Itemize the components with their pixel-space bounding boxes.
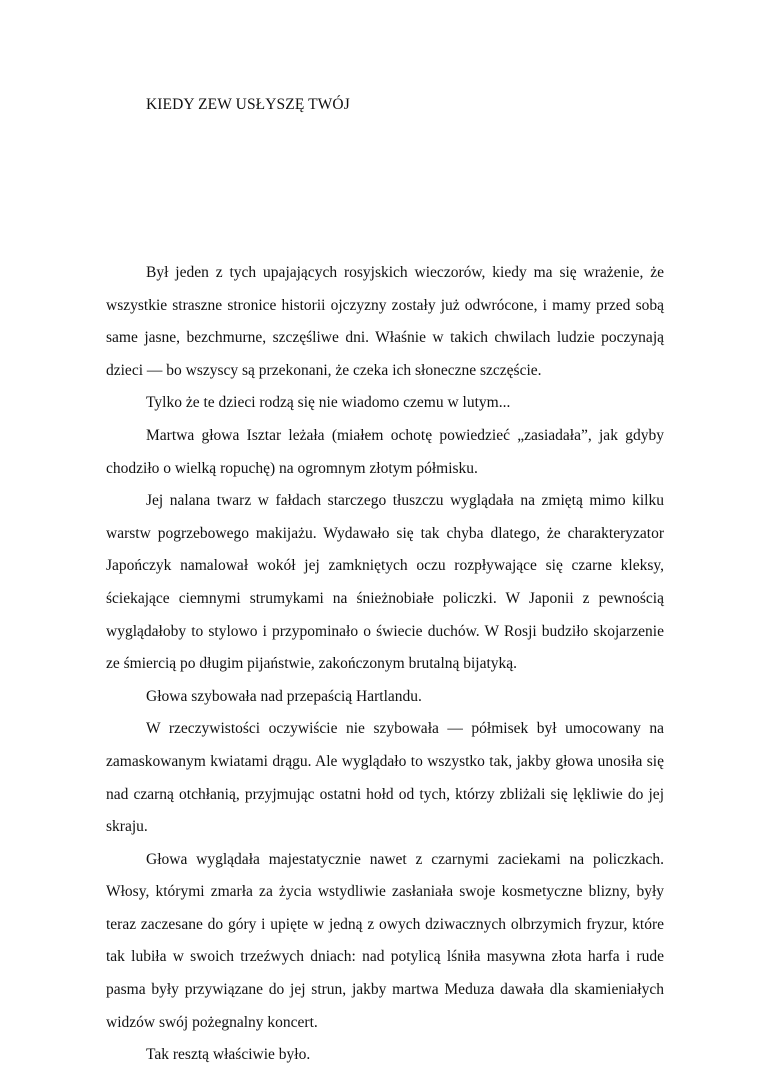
paragraph: W rzeczywistości oczywiście nie szybowała — półmisek był umocowany na zamaskowanym kwiatami drągu. Ale wyglądało to wszystko tak, jakby głowa unosiła się nad czarną otchłanią, przyjmując ostatni hołd od tych, którzy zbliżali się lękliwie do jej skraju. [106,720,664,836]
paragraph: Tak resztą właściwie było. [146,1046,311,1064]
paragraph: Martwa głowa Isztar leżała (miałem ochotę powiedzieć „zasiadała”, jak gdyby chodziło o wielką ropuchę) na ogromnym złotym półmisku. [106,426,664,477]
paragraph: Głowa szybowała nad przepaścią Hartlandu. [146,687,422,705]
paragraph: Tylko że te dzieci rodzą się nie wiadomo czemu w lutym... [146,394,511,412]
paragraph: Głowa wyglądała majestatycznie nawet z czarnymi zaciekami na policzkach. Włosy, którymi zmarła za życia wstydliwie zasłaniała swoje kosmetyczne blizny, były teraz zaczesane do góry i upięte w jedną z owych dziwacznych olbrzymich fryzur, które tak lubiła w swoich trzeźwych dniach: nad potylicą lśniła masywna złota harfa i rude pasma były przywiązane do jej strun, jakby martwa Meduza dawała dla skamieniałych widzów swój pożegnalny koncert. [106,850,664,1031]
paragraph: Jej nalana twarz w fałdach starczego tłuszczu wyglądała na zmiętą mimo kilku warstw pogrzebowego makijażu. Wydawało się tak chyba dlatego, że charakteryzator Japończyk namalował wokół jej zamkniętych oczu rozpływające się czarne kleksy, ściekające ciemnymi strumykami na śnieżnobiałe policzki. W Japonii z pewnością wyglądałoby to stylowo i przypominało o świecie duchów. W Rosji budziło skojarzenie ze śmiercią po długim pijaństwie, zakończonym brutalną bijatyką. [106,492,664,673]
document-body [106,257,664,1072]
paragraph: Był jeden z tych upajających rosyjskich wieczorów, kiedy ma się wrażenie, że wszystkie straszne stronice historii ojczyzny zostały już odwrócone, i mamy przed sobą same jasne, bezchmurne, szczęśliwe dni. Właśnie w takich chwilach ludzie poczynają dzieci — bo wszyscy są przekonani, że czeka ich słoneczne szczęście. [106,264,664,379]
document-title: KIEDY ZEW USŁYSZĘ TWÓJ [146,96,350,113]
